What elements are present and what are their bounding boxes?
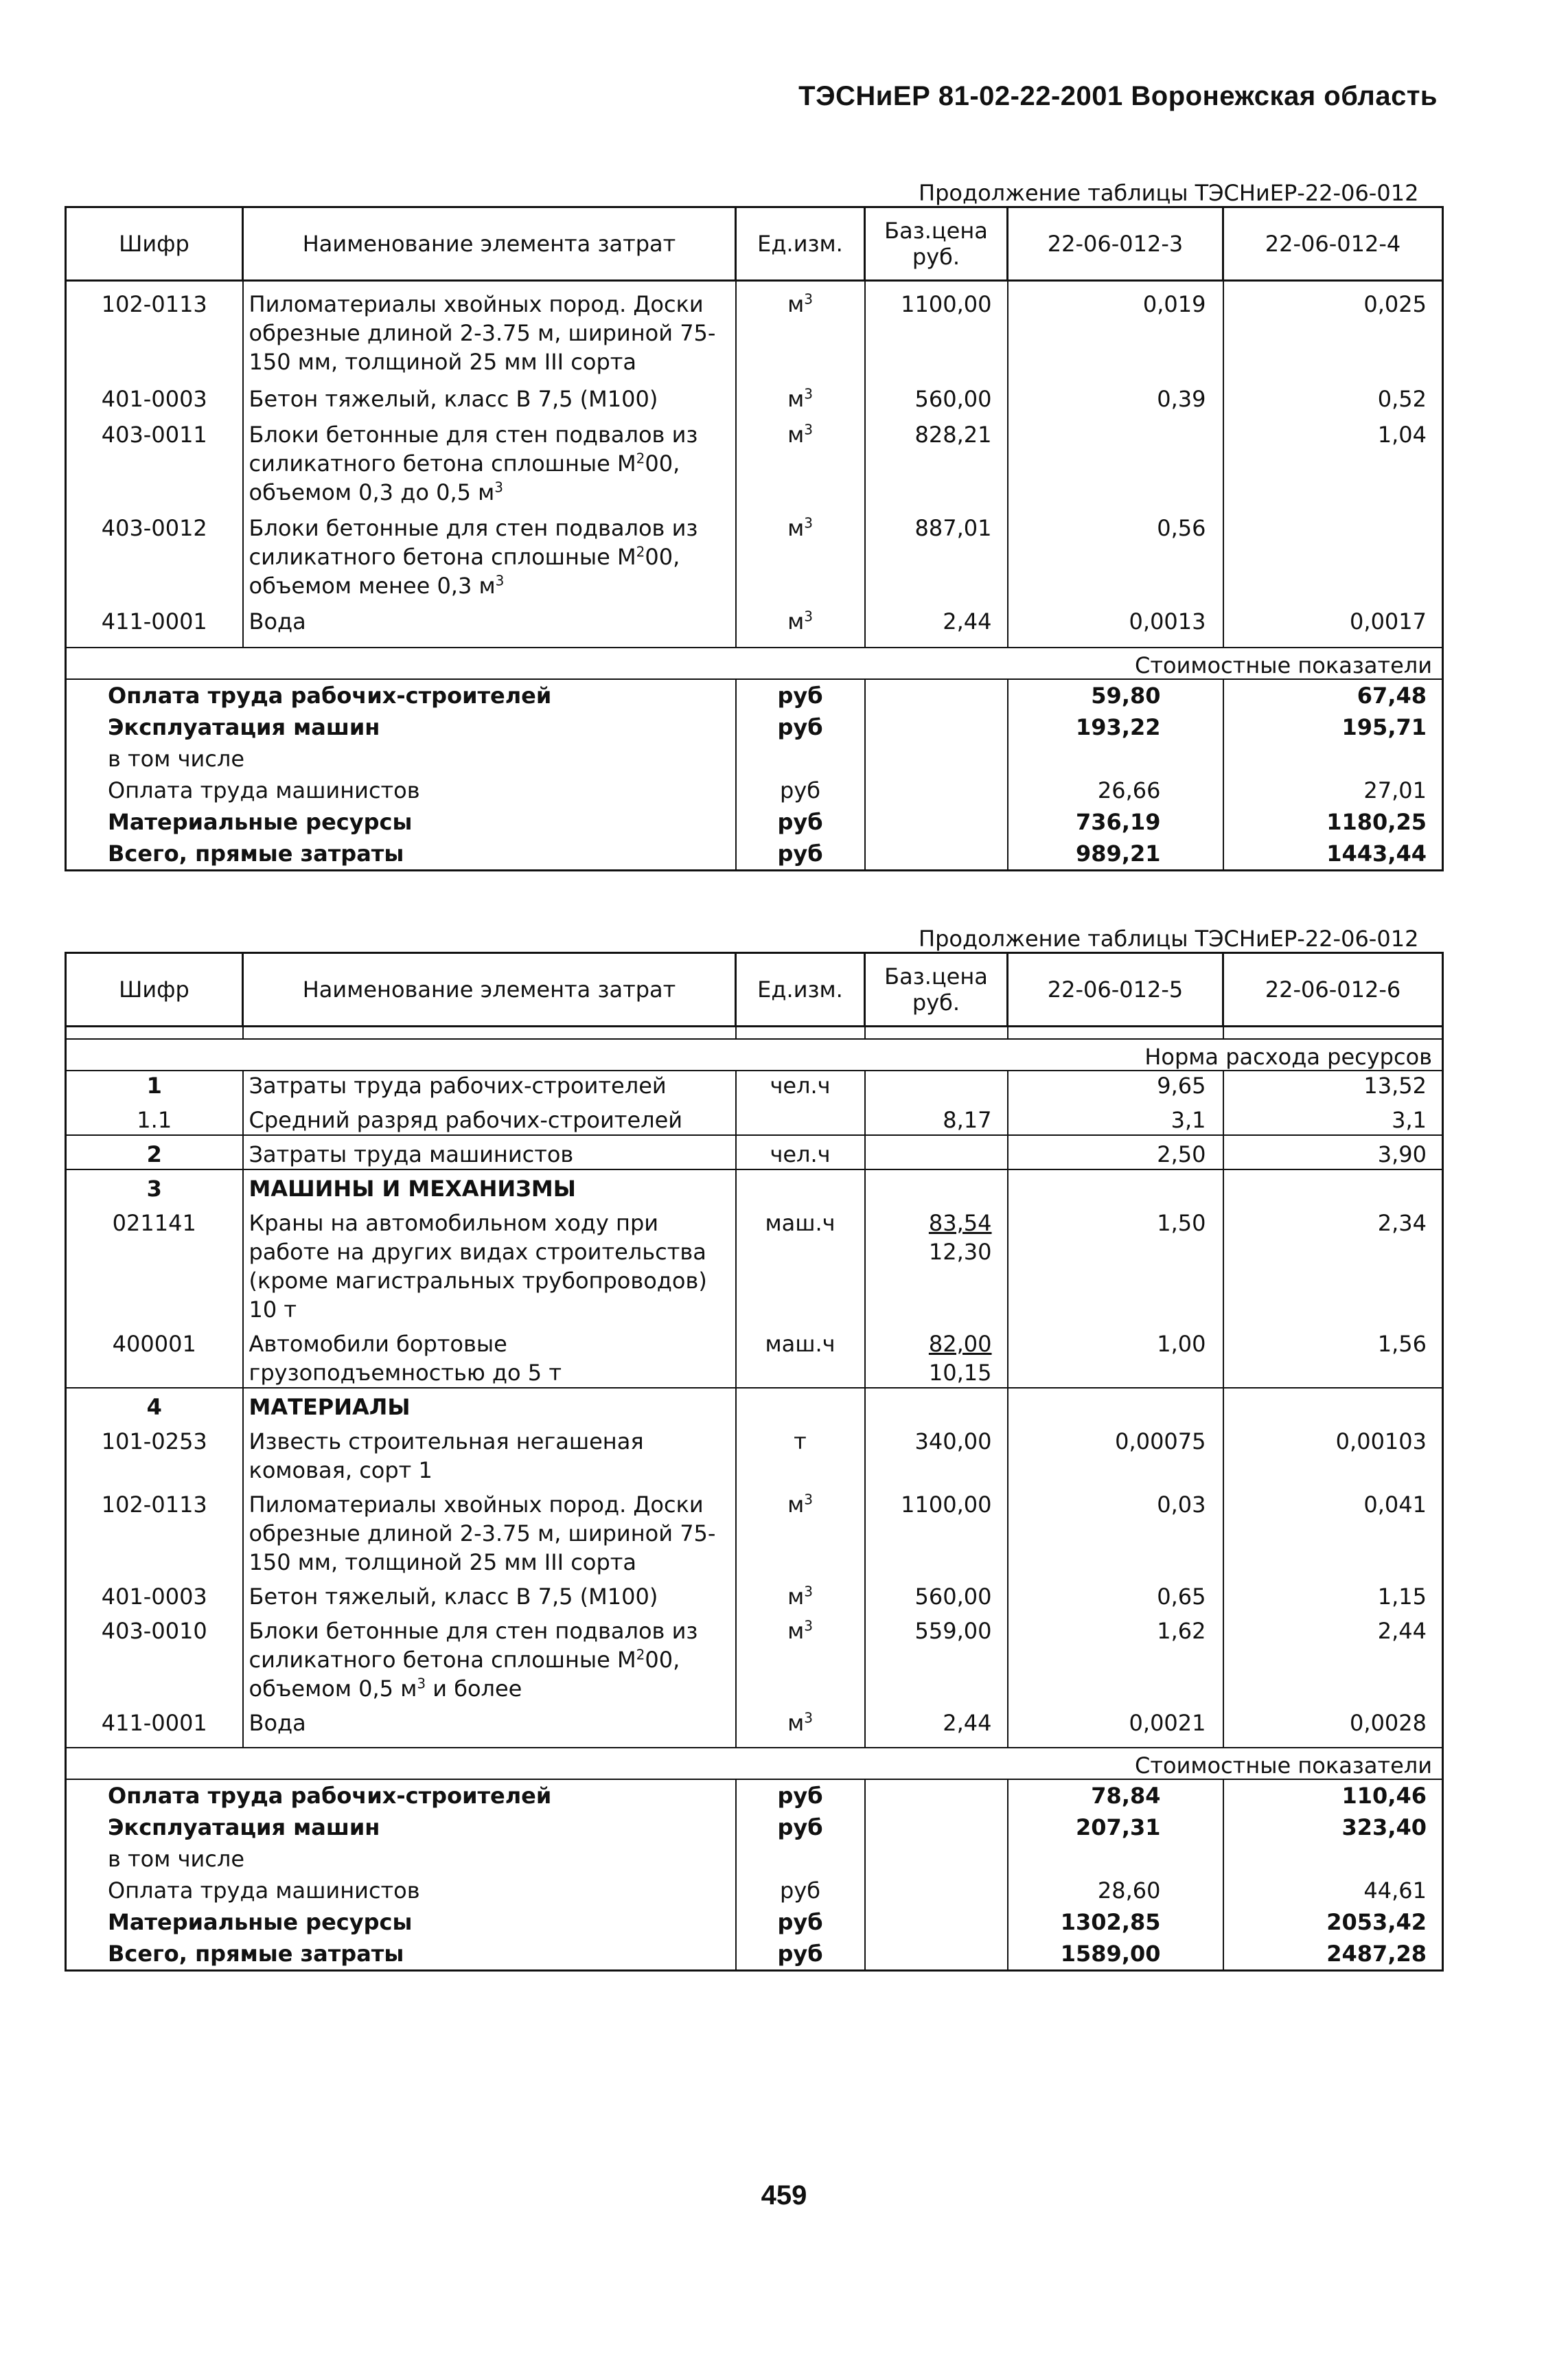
- row-unit: $м^3$: [736, 1617, 865, 1703]
- row-value-1: 0,0013: [1008, 607, 1223, 636]
- column-header: Баз.цена руб.: [865, 207, 1008, 281]
- table-row: [66, 607, 1443, 636]
- column-header: Ед.изм.: [736, 207, 865, 281]
- summary-value-1: 1302,85: [1008, 1906, 1223, 1938]
- row-price: 887,01: [865, 514, 1008, 600]
- row-name: МАШИНЫ И МЕХАНИЗМЫ: [243, 1174, 736, 1203]
- row-unit: [736, 1174, 865, 1203]
- row-code: 021141: [66, 1209, 243, 1324]
- summary-unit: руб: [736, 1906, 865, 1938]
- row-code: 400001: [66, 1329, 243, 1388]
- row-unit: $м^3$: [736, 607, 865, 636]
- row-code: 102-0113: [66, 1490, 243, 1577]
- row-unit: т: [736, 1427, 865, 1485]
- summary-unit: руб: [736, 775, 865, 806]
- table1: [65, 206, 1444, 871]
- row-price: 8,17: [865, 1106, 1008, 1135]
- row-value-1: 1,62: [1008, 1617, 1223, 1703]
- row-name: МАТЕРИАЛЫ: [243, 1393, 736, 1421]
- row-value-2: 2,44: [1223, 1617, 1443, 1703]
- summary-unit: руб: [736, 1938, 865, 1971]
- row-name: Вода: [243, 607, 736, 636]
- summary-row: [66, 1843, 1443, 1875]
- row-unit: чел.ч: [736, 1071, 865, 1100]
- table2: [65, 952, 1444, 1972]
- summary-name: Оплата труда машинистов: [66, 1875, 736, 1906]
- row-code: 411-0001: [66, 1709, 243, 1737]
- summary-value-1: 59,80: [1008, 679, 1223, 711]
- row-price: [865, 1174, 1008, 1203]
- row-unit: $м^3$: [736, 290, 865, 376]
- row-value-2: [1223, 1174, 1443, 1203]
- row-value-2: 0,025: [1223, 290, 1443, 376]
- section-label: Стоимостные показатели: [1223, 1748, 1443, 1779]
- summary-unit: руб: [736, 1875, 865, 1906]
- table-row: [66, 1617, 1443, 1703]
- column-header: Баз.цена руб.: [865, 953, 1008, 1027]
- row-price: [865, 1209, 1008, 1324]
- summary-unit: руб: [736, 1779, 865, 1812]
- summary-value-2: 1180,25: [1223, 806, 1443, 838]
- row-unit: $м^3$: [736, 420, 865, 507]
- table-row: [66, 290, 1443, 376]
- column-header: Шифр: [66, 953, 243, 1027]
- summary-value-2: 195,71: [1223, 711, 1443, 743]
- summary-unit: руб: [736, 838, 865, 871]
- row-value-2: 0,0028: [1223, 1709, 1443, 1737]
- row-name: Средний разряд рабочих-строителей: [243, 1106, 736, 1135]
- row-price: 1100,00: [865, 1490, 1008, 1577]
- row-unit: [736, 1393, 865, 1421]
- page-number: 459: [761, 2180, 807, 2211]
- column-header: 22-06-012-5: [1008, 953, 1223, 1027]
- summary-unit: руб: [736, 1812, 865, 1843]
- summary-value-1: [1008, 743, 1223, 775]
- column-header: Наименование элемента затрат: [243, 953, 736, 1027]
- summary-value-2: 1443,44: [1223, 838, 1443, 871]
- summary-row: [66, 806, 1443, 838]
- table1-caption: Продолжение таблицы ТЭСНиЕР-22-06-012: [919, 180, 1419, 206]
- row-value-2: 13,52: [1223, 1071, 1443, 1100]
- row-value-2: 1,15: [1223, 1582, 1443, 1611]
- row-value-2: 0,0017: [1223, 607, 1443, 636]
- table-row: [66, 1140, 1443, 1169]
- row-code: 4: [66, 1393, 243, 1421]
- summary-value-1: 207,31: [1008, 1812, 1223, 1843]
- table-row: [66, 1427, 1443, 1485]
- row-unit: $м^3$: [736, 385, 865, 413]
- row-code: 403-0010: [66, 1617, 243, 1703]
- row-value-2: 0,52: [1223, 385, 1443, 413]
- row-name: Автомобили бортовые грузоподъемностью до 5 т: [243, 1329, 736, 1388]
- summary-name: Всего, прямые затраты: [66, 1938, 736, 1971]
- section-label-row: [66, 1748, 1443, 1779]
- table-row: [66, 1329, 1443, 1388]
- table-row: [66, 1071, 1443, 1100]
- row-name: Пиломатериалы хвойных пород. Доски обрезные длиной 2-3.75 м, шириной 75-150 мм, толщиной 25 мм III сорта: [243, 1490, 736, 1577]
- row-unit: $м^3$: [736, 514, 865, 600]
- summary-value-2: 27,01: [1223, 775, 1443, 806]
- row-price: 1100,00: [865, 290, 1008, 376]
- row-name: Вода: [243, 1709, 736, 1737]
- table-row: [66, 1209, 1443, 1324]
- row-value-1: 1,00: [1008, 1329, 1223, 1388]
- row-value-2: 1,04: [1223, 420, 1443, 507]
- summary-unit: руб: [736, 679, 865, 711]
- table-header-row: [66, 207, 1443, 281]
- column-header: 22-06-012-3: [1008, 207, 1223, 281]
- summary-row: [66, 1812, 1443, 1843]
- summary-value-2: 67,48: [1223, 679, 1443, 711]
- summary-name: Эксплуатация машин: [66, 1812, 736, 1843]
- column-header: Шифр: [66, 207, 243, 281]
- row-unit: $м^3$: [736, 1582, 865, 1611]
- row-code: 401-0003: [66, 1582, 243, 1611]
- summary-value-1: 193,22: [1008, 711, 1223, 743]
- summary-value-2: 2053,42: [1223, 1906, 1443, 1938]
- column-header: Ед.изм.: [736, 953, 865, 1027]
- row-name: Пиломатериалы хвойных пород. Доски обрезные длиной 2-3.75 м, шириной 75-150 мм, толщиной 25 мм III сорта: [243, 290, 736, 376]
- table-row: [66, 514, 1443, 600]
- row-code: 3: [66, 1174, 243, 1203]
- row-code: 403-0011: [66, 420, 243, 507]
- row-code: 403-0012: [66, 514, 243, 600]
- row-code: 1: [66, 1071, 243, 1100]
- row-name: Затраты труда машинистов: [243, 1140, 736, 1169]
- section-label-row: [66, 648, 1443, 679]
- summary-value-1: 736,19: [1008, 806, 1223, 838]
- summary-value-1: 78,84: [1008, 1779, 1223, 1812]
- summary-value-2: [1223, 743, 1443, 775]
- summary-unit: [736, 1843, 865, 1875]
- row-value-2: 1,56: [1223, 1329, 1443, 1388]
- row-name: Известь строительная негашеная комовая, сорт 1: [243, 1427, 736, 1485]
- row-value-1: 0,0021: [1008, 1709, 1223, 1737]
- row-value-1: [1008, 420, 1223, 507]
- summary-unit: [736, 743, 865, 775]
- table-row: [66, 1174, 1443, 1203]
- row-value-1: 0,03: [1008, 1490, 1223, 1577]
- row-value-2: 3,1: [1223, 1106, 1443, 1135]
- summary-name: Всего, прямые затраты: [66, 838, 736, 871]
- row-price: 828,21: [865, 420, 1008, 507]
- summary-value-1: [1008, 1843, 1223, 1875]
- row-price: 340,00: [865, 1427, 1008, 1485]
- price-numerator: 82,00: [928, 1331, 992, 1357]
- summary-value-2: 110,46: [1223, 1779, 1443, 1812]
- summary-value-2: 323,40: [1223, 1812, 1443, 1843]
- table-header-row: [66, 953, 1443, 1027]
- row-name: Затраты труда рабочих-строителей: [243, 1071, 736, 1100]
- summary-name: Эксплуатация машин: [66, 711, 736, 743]
- row-value-1: 0,00075: [1008, 1427, 1223, 1485]
- table-row: [66, 385, 1443, 413]
- summary-value-1: 1589,00: [1008, 1938, 1223, 1971]
- summary-row: [66, 1906, 1443, 1938]
- row-value-1: 0,019: [1008, 290, 1223, 376]
- row-value-2: [1223, 1393, 1443, 1421]
- row-code: 1.1: [66, 1106, 243, 1135]
- row-value-2: 0,041: [1223, 1490, 1443, 1577]
- summary-name: в том числе: [66, 1843, 736, 1875]
- document-header: ТЭСНиЕР 81-02-22-2001 Воронежская область: [798, 81, 1438, 111]
- summary-name: Материальные ресурсы: [66, 1906, 736, 1938]
- row-value-1: 0,65: [1008, 1582, 1223, 1611]
- summary-value-2: [1223, 1843, 1443, 1875]
- row-price: [865, 1140, 1008, 1169]
- row-value-2: 3,90: [1223, 1140, 1443, 1169]
- row-value-2: 2,34: [1223, 1209, 1443, 1324]
- summary-unit: руб: [736, 711, 865, 743]
- row-price: 559,00: [865, 1617, 1008, 1703]
- row-name: Блоки бетонные для стен подвалов из силикатного бетона сплошные $М^200$, объемом 0,5 $м^3$ и более: [243, 1617, 736, 1703]
- summary-value-2: 2487,28: [1223, 1938, 1443, 1971]
- row-code: 102-0113: [66, 290, 243, 376]
- summary-name: Материальные ресурсы: [66, 806, 736, 838]
- row-value-1: 0,39: [1008, 385, 1223, 413]
- table-row: [66, 1490, 1443, 1577]
- row-name: Бетон тяжелый, класс В 7,5 (М100): [243, 385, 736, 413]
- row-value-2: [1223, 514, 1443, 600]
- row-unit: $м^3$: [736, 1490, 865, 1577]
- row-unit: чел.ч: [736, 1140, 865, 1169]
- summary-name: в том числе: [66, 743, 736, 775]
- summary-name: Оплата труда машинистов: [66, 775, 736, 806]
- summary-row: [66, 679, 1443, 711]
- row-value-1: 3,1: [1008, 1106, 1223, 1135]
- row-value-1: 9,65: [1008, 1071, 1223, 1100]
- row-code: 2: [66, 1140, 243, 1169]
- summary-value-1: 26,66: [1008, 775, 1223, 806]
- section-label-row: [66, 1039, 1443, 1071]
- summary-name: Оплата труда рабочих-строителей: [66, 679, 736, 711]
- table-row: [66, 1709, 1443, 1737]
- summary-row: [66, 838, 1443, 871]
- table-row: [66, 1393, 1443, 1421]
- summary-name: Оплата труда рабочих-строителей: [66, 1779, 736, 1812]
- table2-caption: Продолжение таблицы ТЭСНиЕР-22-06-012: [919, 926, 1419, 952]
- row-unit: маш.ч: [736, 1329, 865, 1388]
- row-value-1: 1,50: [1008, 1209, 1223, 1324]
- summary-value-2: 44,61: [1223, 1875, 1443, 1906]
- row-value-1: [1008, 1174, 1223, 1203]
- summary-row: [66, 1779, 1443, 1812]
- row-code: 401-0003: [66, 385, 243, 413]
- row-name: Краны на автомобильном ходу при работе на других видах строительства (кроме магистральных трубопроводов) 10 т: [243, 1209, 736, 1324]
- summary-value-1: 989,21: [1008, 838, 1223, 871]
- row-price: 560,00: [865, 385, 1008, 413]
- summary-unit: руб: [736, 806, 865, 838]
- price-numerator: 83,54: [928, 1210, 992, 1236]
- section-label: Норма расхода ресурсов: [1223, 1039, 1443, 1071]
- price-denominator: 10,15: [928, 1360, 992, 1386]
- row-price: 2,44: [865, 1709, 1008, 1737]
- row-code: 101-0253: [66, 1427, 243, 1485]
- row-unit: $м^3$: [736, 1709, 865, 1737]
- row-unit: маш.ч: [736, 1209, 865, 1324]
- column-header: Наименование элемента затрат: [243, 207, 736, 281]
- summary-value-1: 28,60: [1008, 1875, 1223, 1906]
- summary-row: [66, 711, 1443, 743]
- row-price: 560,00: [865, 1582, 1008, 1611]
- row-value-1: 2,50: [1008, 1140, 1223, 1169]
- row-name: Блоки бетонные для стен подвалов из силикатного бетона сплошные $М^200$, объемом менее 0,3 $м^3$: [243, 514, 736, 600]
- row-name: Бетон тяжелый, класс В 7,5 (М100): [243, 1582, 736, 1611]
- table-row: [66, 1582, 1443, 1611]
- row-price: 2,44: [865, 607, 1008, 636]
- row-code: 411-0001: [66, 607, 243, 636]
- row-value-1: [1008, 1393, 1223, 1421]
- row-price: [865, 1393, 1008, 1421]
- column-header: 22-06-012-6: [1223, 953, 1443, 1027]
- price-denominator: 12,30: [928, 1239, 992, 1265]
- column-header: 22-06-012-4: [1223, 207, 1443, 281]
- row-value-1: 0,56: [1008, 514, 1223, 600]
- table-row: [66, 1106, 1443, 1135]
- row-price: [865, 1329, 1008, 1388]
- summary-row: [66, 743, 1443, 775]
- row-value-2: 0,00103: [1223, 1427, 1443, 1485]
- row-unit: [736, 1106, 865, 1135]
- summary-row: [66, 1875, 1443, 1906]
- row-name: Блоки бетонные для стен подвалов из силикатного бетона сплошные $М^200$, объемом 0,3 до 0,5 $м^3$: [243, 420, 736, 507]
- table-row: [66, 420, 1443, 507]
- section-label: Стоимостные показатели: [1223, 648, 1443, 679]
- summary-row: [66, 1938, 1443, 1971]
- row-price: [865, 1071, 1008, 1100]
- summary-row: [66, 775, 1443, 806]
